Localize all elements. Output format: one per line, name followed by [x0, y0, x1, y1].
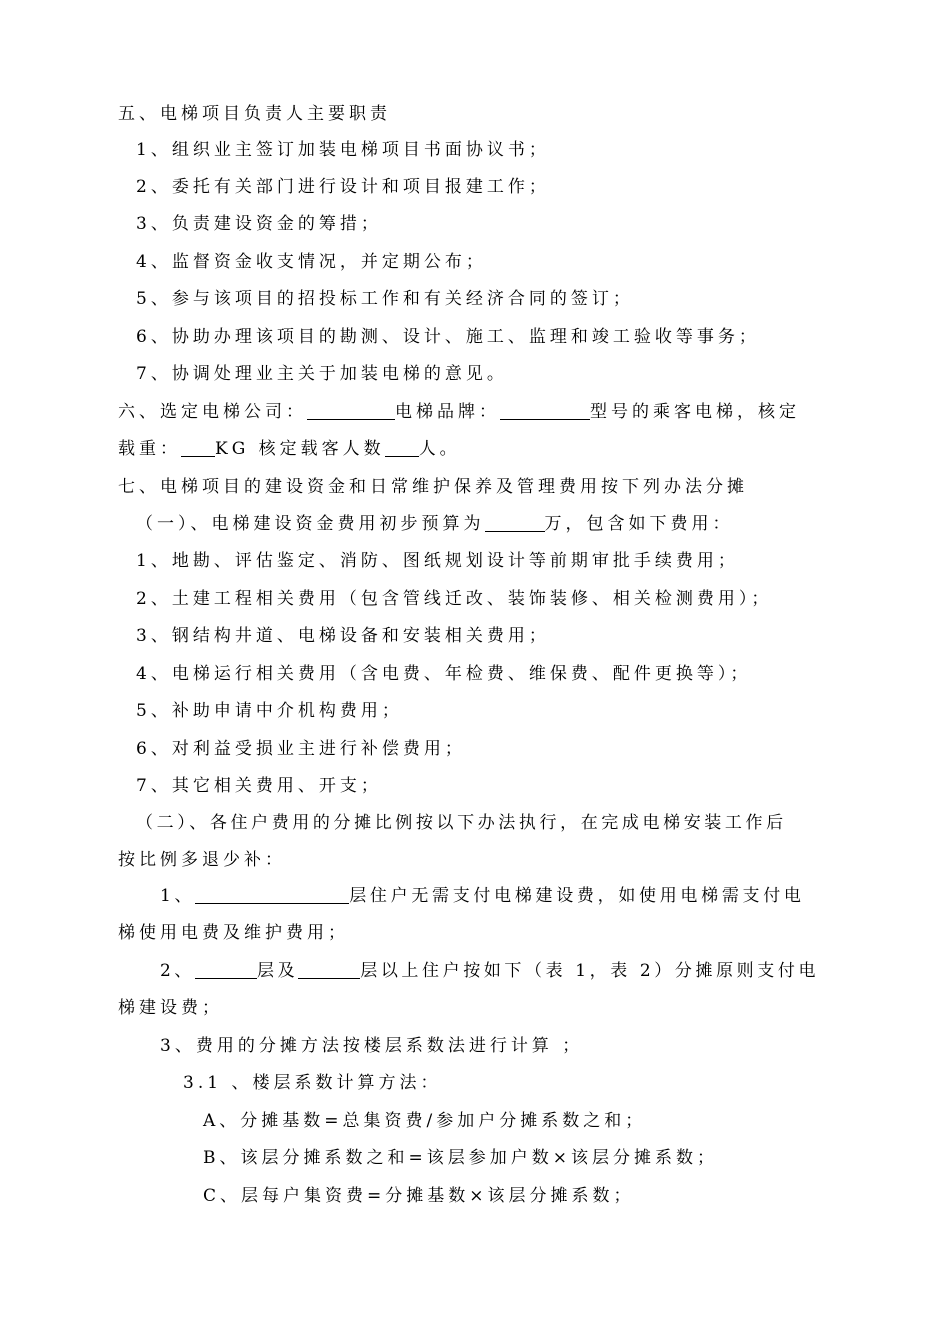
budget-blank[interactable] — [485, 513, 545, 532]
s5-item-5: 5、参与该项目的招投标工作和有关经济合同的签订； — [136, 289, 634, 309]
s6-company-label: 六、选定电梯公司： — [118, 402, 307, 422]
s7-cost-item-6: 6、对利益受损业主进行补偿费用； — [136, 739, 466, 759]
method-3-1-heading: 3.1 、楼层系数计算方法： — [183, 1073, 442, 1093]
s7-allocation-para-line-1: （二）、各住户费用的分摊比例按以下办法执行，在完成电梯安装工作后 — [136, 813, 787, 833]
rule-2-line-1 — [160, 959, 819, 983]
method-a: A、分摊基数=总集资费/参加户分摊系数之和； — [203, 1111, 647, 1131]
rule-1-floor-blank[interactable] — [195, 885, 349, 904]
section-6-line-1 — [118, 400, 800, 424]
s5-item-3: 3、负责建设资金的筹措； — [136, 214, 382, 234]
section-6-line-2 — [118, 437, 461, 461]
s6-model-text: 型号的乘客电梯，核定 — [590, 402, 800, 422]
s7-cost-item-4: 4、电梯运行相关费用（含电费、年检费、维保费、配件更换等）； — [136, 664, 752, 684]
section-5-heading: 五、电梯项目负责人主要职责 — [118, 104, 391, 124]
s7-cost-item-5: 5、补助申请中介机构费用； — [136, 701, 403, 721]
s7-cost-item-7: 7、其它相关费用、开支； — [136, 776, 382, 796]
method-b: B、该层分摊系数之和=该层参加户数×该层分摊系数； — [203, 1148, 718, 1168]
s5-item-2: 2、委托有关部门进行设计和项目报建工作； — [136, 177, 550, 197]
s5-item-7: 7、协调处理业主关于加装电梯的意见。 — [136, 364, 508, 384]
s7-budget-label: （一）、电梯建设资金费用初步预算为 — [136, 514, 485, 534]
rule-2-line-2: 梯建设费； — [118, 998, 223, 1018]
s7-cost-item-1: 1、地勘、评估鉴定、消防、图纸规划设计等前期审批手续费用； — [136, 551, 739, 571]
s5-item-1: 1、组织业主签订加装电梯项目书面协议书； — [136, 140, 550, 160]
s5-item-6: 6、协助办理该项目的勘测、设计、施工、监理和竣工验收等事务； — [136, 327, 760, 347]
rule-1-line-1 — [160, 884, 805, 908]
load-blank[interactable] — [181, 438, 215, 457]
rule-3: 3、费用的分摊方法按楼层系数法进行计算 ； — [160, 1036, 584, 1056]
section-7-heading: 七、电梯项目的建设资金和日常维护保养及管理费用按下列办法分摊 — [118, 477, 748, 497]
rule-1-text: 层住户无需支付电梯建设费，如使用电梯需支付电 — [349, 886, 805, 906]
method-c: C、层每户集资费=分摊基数×该层分摊系数； — [203, 1186, 635, 1206]
s6-load-label: 载重： — [118, 439, 181, 459]
s5-item-4: 4、监督资金收支情况，并定期公布； — [136, 252, 487, 272]
rule-2-floor-blank-b[interactable] — [298, 960, 360, 979]
s6-brand-label: 电梯品牌： — [395, 402, 500, 422]
rule-2-and: 层及 — [257, 961, 299, 981]
s6-capacity-label: KG 核定载客人数 — [215, 439, 385, 459]
rule-2-floor-blank-a[interactable] — [195, 960, 257, 979]
rule-2-number: 2、 — [160, 961, 196, 981]
s7-budget-line — [136, 512, 734, 536]
s7-allocation-para-line-2: 按比例多退少补： — [118, 850, 286, 870]
s6-person-unit: 人。 — [418, 439, 461, 459]
company-blank[interactable] — [307, 401, 395, 420]
s7-cost-item-2: 2、土建工程相关费用（包含管线迁改、装饰装修、相关检测费用）； — [136, 589, 773, 609]
rule-1-line-2: 梯使用电费及维护费用； — [118, 923, 349, 943]
s7-budget-suffix: 万，包含如下费用： — [544, 514, 734, 534]
capacity-blank[interactable] — [385, 438, 419, 457]
brand-blank[interactable] — [500, 401, 590, 420]
rule-1-number: 1、 — [160, 886, 196, 906]
rule-2-text: 层以上住户按如下（表 1，表 2）分摊原则支付电 — [360, 961, 820, 981]
s7-cost-item-3: 3、钢结构井道、电梯设备和安装相关费用； — [136, 626, 550, 646]
